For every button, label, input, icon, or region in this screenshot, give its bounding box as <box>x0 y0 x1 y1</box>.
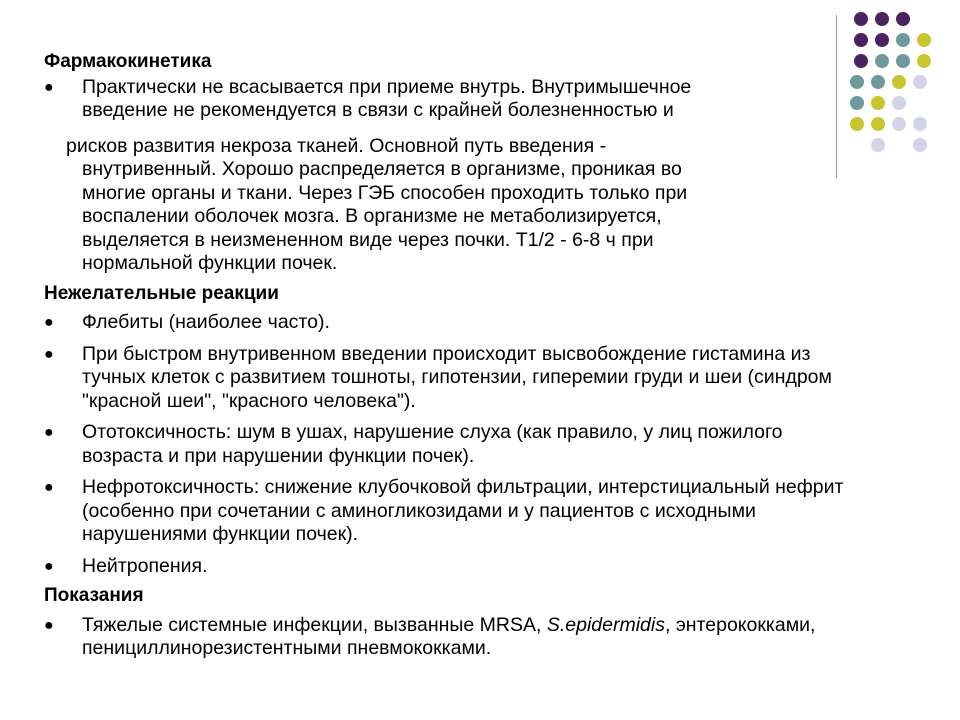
section-heading-adverse: Нежелательные реакции <box>44 282 279 304</box>
decor-dot <box>892 117 906 131</box>
list-item-text: Ототоксичность: шум в ушах, нарушение слуха (как правило, у лиц пожилого возраста и при нарушении функции почек). <box>82 421 783 467</box>
decor-dot <box>917 54 931 68</box>
bullet-icon: ● <box>44 424 54 441</box>
decor-dot <box>850 75 864 89</box>
decor-dot <box>875 54 889 68</box>
text-line: Практически не всасывается при приеме внутрь. Внутримышечное <box>82 75 692 98</box>
decor-dot <box>892 75 906 89</box>
decor-dot <box>896 54 910 68</box>
decor-dot <box>871 96 885 110</box>
decor-dot <box>854 12 868 26</box>
decor-dot <box>913 117 927 131</box>
decor-dot <box>850 117 864 131</box>
bullet-icon: ● <box>44 78 54 96</box>
decor-dot <box>913 138 927 152</box>
text-line: нормальной функции почек. <box>82 252 338 274</box>
decor-dot <box>871 75 885 89</box>
list-item-text: Нейтропения. <box>82 554 208 577</box>
bullet-icon: ● <box>44 616 54 634</box>
slide-content <box>44 50 844 661</box>
decor-dot <box>917 33 931 47</box>
section-heading-pharmacokinetics: Фармакокинетика <box>44 51 212 72</box>
list-item-pharmacokinetics <box>44 76 844 123</box>
bullet-icon: ● <box>44 345 54 363</box>
text-line: многие органы и ткани. Через ГЭБ способен проходить только при <box>82 181 688 204</box>
text-line: воспалении оболочек мозга. В организме не метаболизируется, <box>82 205 662 227</box>
bullet-icon: ● <box>44 557 54 575</box>
decor-dot <box>892 96 906 110</box>
decor-dot <box>854 33 868 47</box>
decor-dot <box>850 96 864 110</box>
list-item-text-end: , энтерококками, пенициллинорезистентными пневмококками. <box>82 613 816 659</box>
list-item-text: При быстром внутривенном введении происходит высвобождение гистамина из тучных клеток с развитием тошноты, гипотензии, гиперемии груди и шеи (синдром "красной шеи", "красного человека"). <box>82 342 832 412</box>
list-item-text: Тяжелые системные инфекции, вызванные MRSA, <box>82 613 547 636</box>
list-item-text: Нефротоксичность: снижение клубочковой фильтрации, интерстициальный нефрит (особенно при сочетании с аминогликозидами и у пациентов с исходными нарушениями функции почек). <box>82 476 844 545</box>
continuation-block <box>44 158 844 276</box>
list-item <box>44 343 844 414</box>
decor-dot <box>854 54 868 68</box>
list-item-indications <box>44 614 844 661</box>
section-heading-indications: Показания <box>44 585 144 606</box>
decor-dot <box>871 117 885 131</box>
decor-dot <box>896 12 910 26</box>
text-line: введение не рекомендуется в связи с крайней болезненностью и <box>82 99 674 121</box>
list-item <box>44 555 844 579</box>
list-item <box>44 421 844 468</box>
decor-dot <box>871 138 885 152</box>
list-item <box>44 476 844 547</box>
decor-dot <box>896 33 910 47</box>
bullet-icon: ● <box>44 314 54 331</box>
text-line: внутривенный. Хорошо распределяется в организме, проникая во <box>82 158 682 180</box>
organism-name: S.epidermidis <box>546 613 665 636</box>
bullet-icon: ● <box>44 479 54 496</box>
decor-dot <box>913 75 927 89</box>
dot-grid-decoration <box>850 12 950 157</box>
decor-dot <box>875 12 889 26</box>
text-line: выделяется в неизмененном виде через почки. T1/2 - 6-8 ч при <box>82 228 654 251</box>
list-item <box>44 311 844 335</box>
list-item-text: Флебиты (наиболее часто). <box>82 311 330 333</box>
decor-dot <box>875 33 889 47</box>
continuation-line: рисков развития некроза тканей. Основной путь введения - <box>66 134 607 157</box>
